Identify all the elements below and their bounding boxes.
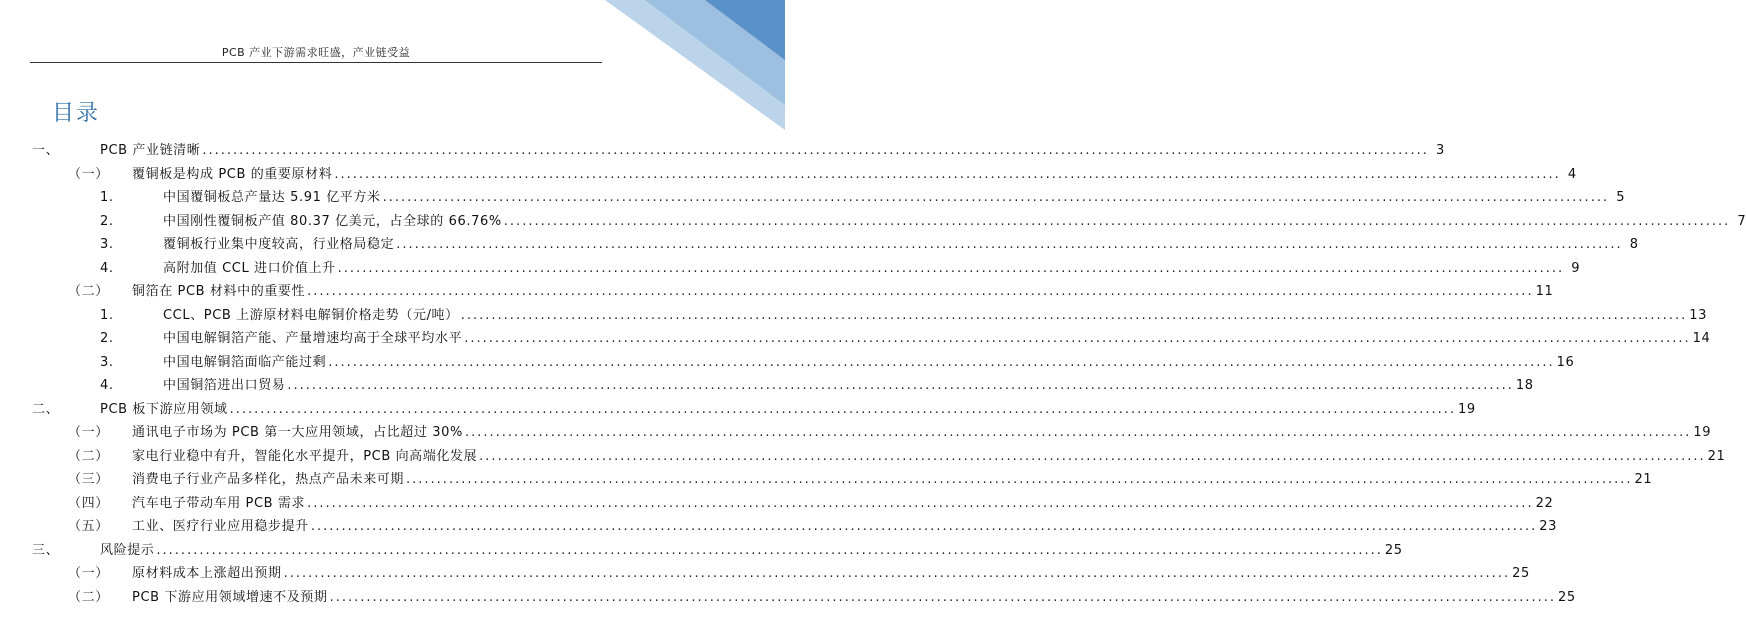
toc-entry-title: 风险提示 — [100, 542, 155, 558]
toc-entry-title: PCB 产业链清晰 — [100, 143, 201, 158]
page-header: PCB 产业下游需求旺盛，产业链受益 — [221, 46, 411, 59]
toc-entry-title: 覆铜板行业集中度较高，行业格局稳定 — [163, 237, 395, 252]
toc-entry-number: 2. — [100, 331, 114, 346]
toc-entry-title: 高附加值 CCL 进口价值上升 — [163, 260, 336, 276]
toc-entry[interactable] — [100, 374, 1534, 397]
toc-entry[interactable] — [68, 586, 1576, 609]
toc-entry-number: （一） — [68, 566, 109, 581]
toc-entry-title: CCL、PCB 上游原材料电解铜价格走势（元/吨） — [163, 307, 459, 323]
toc-entry-number: （二） — [68, 284, 109, 299]
toc-entry-title: 消费电子行业产品多样化，热点产品未来可期 — [132, 472, 405, 487]
toc-entry-title: 中国刚性覆铜板产值 80.37 亿美元，占全球的 66.76% — [163, 213, 502, 229]
toc-entry-page: 5 — [1616, 190, 1626, 205]
toc-entry-page: 13 — [1689, 307, 1707, 323]
toc-entry-page: 25 — [1384, 542, 1403, 558]
toc-entry-number: （一） — [68, 425, 109, 440]
toc-dot-leader: ........................................................................................................................................................................................................ — [307, 284, 1534, 299]
toc-entry[interactable] — [68, 562, 1530, 585]
toc-entry[interactable] — [100, 233, 1639, 256]
toc-entry-page: 19 — [1693, 425, 1712, 440]
toc-entry[interactable] — [68, 280, 1554, 303]
toc-entry-number: （二） — [68, 589, 109, 605]
toc-entry-page: 25 — [1558, 589, 1576, 605]
toc-entry-page: 7 — [1737, 213, 1746, 229]
toc-dot-leader: ........................................................................................................................................................................................................ — [307, 495, 1534, 511]
toc-entry-page: 8 — [1629, 237, 1639, 252]
toc-entry-number: （一） — [68, 166, 109, 182]
toc-dot-leader: ........................................................................................................................................................................................................ — [283, 566, 1511, 581]
toc-dot-leader: ........................................................................................................................................................................................................ — [382, 190, 1610, 205]
toc-entry-number: 4. — [100, 378, 114, 393]
toc-entry[interactable] — [68, 468, 1653, 491]
toc-entry-title: 中国覆铜板总产量达 5.91 亿平方米 — [163, 190, 381, 205]
toc-entry[interactable] — [100, 257, 1581, 280]
toc-dot-leader: ........................................................................................................................................................................................................ — [334, 166, 1561, 182]
toc-entry[interactable] — [68, 492, 1554, 515]
toc-entry-number: （二） — [68, 448, 109, 464]
toc-entry[interactable] — [68, 515, 1558, 538]
toc-entry-number: （四） — [68, 495, 109, 511]
toc-dot-leader: ........................................................................................................................................................................................................ — [479, 448, 1706, 464]
toc-entry-page: 21 — [1634, 472, 1653, 487]
toc-entry-number: 3. — [100, 354, 114, 370]
toc-entry[interactable] — [32, 539, 1403, 562]
toc-dot-leader: ........................................................................................................................................................................................................ — [329, 589, 1557, 605]
toc-entry-number: （三） — [68, 472, 109, 487]
toc-entry-number: 2. — [100, 213, 114, 229]
toc-dot-leader: ........................................................................................................................................................................................................ — [229, 401, 1457, 417]
toc-entry-page: 14 — [1692, 331, 1711, 346]
toc-entry-title: PCB 板下游应用领域 — [100, 401, 228, 417]
toc-dot-leader: ........................................................................................................................................................................................................ — [202, 143, 1429, 158]
toc-entry-page: 22 — [1535, 495, 1554, 511]
toc-entry-title: 覆铜板是构成 PCB 的重要原材料 — [132, 166, 333, 182]
toc-entry-title: 家电行业稳中有升，智能化水平提升，PCB 向高端化发展 — [132, 448, 478, 464]
toc-dot-leader: ........................................................................................................................................................................................................ — [287, 378, 1514, 393]
toc-dot-leader: ........................................................................................................................................................................................................ — [406, 472, 1633, 487]
toc-entry-page: 9 — [1571, 260, 1581, 276]
toc-entry[interactable] — [100, 351, 1575, 374]
toc-dot-leader: ........................................................................................................................................................................................................ — [310, 519, 1538, 534]
toc-entry-page: 21 — [1707, 448, 1726, 464]
toc-entry-number: 二、 — [32, 401, 60, 417]
toc-entry-page: 16 — [1556, 354, 1575, 370]
toc-entry-page: 3 — [1435, 143, 1445, 158]
toc-entry-number: 三、 — [32, 542, 60, 558]
toc-entry-title: 中国铜箔进出口贸易 — [163, 378, 286, 393]
corner-decoration — [605, 0, 785, 130]
toc-entry[interactable] — [100, 327, 1711, 350]
toc-entry-title: PCB 下游应用领域增速不及预期 — [132, 589, 328, 605]
toc-title: 目录 — [52, 101, 101, 126]
toc-entry[interactable] — [68, 421, 1712, 444]
toc-dot-leader: ........................................................................................................................................................................................................ — [460, 307, 1688, 323]
toc-entry-number: 1. — [100, 190, 114, 205]
header-divider — [30, 62, 602, 63]
toc-entry-title: 原材料成本上涨超出预期 — [132, 566, 282, 581]
toc-entry-page: 18 — [1515, 378, 1534, 393]
toc-dot-leader: ........................................................................................................................................................................................................ — [337, 260, 1565, 276]
toc-dot-leader: ........................................................................................................................................................................................................ — [328, 354, 1555, 370]
toc-entry-title: 汽车电子带动车用 PCB 需求 — [132, 495, 306, 511]
toc-entry-number: 一、 — [32, 143, 60, 158]
toc-entry-number: 3. — [100, 237, 114, 252]
toc-entry-page: 11 — [1535, 284, 1554, 299]
toc-dot-leader: ........................................................................................................................................................................................................ — [503, 213, 1731, 229]
toc-entry-page: 19 — [1458, 401, 1476, 417]
toc-entry[interactable] — [100, 210, 1746, 233]
toc-entry-number: 1. — [100, 307, 114, 323]
toc-entry-page: 25 — [1512, 566, 1530, 581]
toc-entry-number: （五） — [68, 519, 109, 534]
toc-entry-page: 4 — [1567, 166, 1577, 182]
toc-entry[interactable] — [32, 139, 1445, 162]
toc-entry[interactable] — [100, 186, 1626, 209]
toc-entry-title: 中国电解铜箔产能、产量增速均高于全球平均水平 — [163, 331, 463, 346]
toc-entry-title: 铜箔在 PCB 材料中的重要性 — [132, 284, 306, 299]
toc-entry[interactable] — [32, 398, 1476, 421]
toc-entry-title: 工业、医疗行业应用稳步提升 — [132, 519, 309, 534]
toc-dot-leader: ........................................................................................................................................................................................................ — [156, 542, 1383, 558]
toc-entry-title: 中国电解铜箔面临产能过剩 — [163, 354, 327, 370]
toc-dot-leader: ........................................................................................................................................................................................................ — [464, 331, 1691, 346]
toc-entry-title: 通讯电子市场为 PCB 第一大应用领域，占比超过 30% — [132, 425, 463, 440]
toc-entry[interactable] — [68, 163, 1577, 186]
toc-entry[interactable] — [100, 304, 1707, 327]
toc-entry[interactable] — [68, 445, 1726, 468]
toc-entry-number: 4. — [100, 260, 114, 276]
toc-dot-leader: ........................................................................................................................................................................................................ — [464, 425, 1692, 440]
toc-dot-leader: ........................................................................................................................................................................................................ — [396, 237, 1623, 252]
toc-entry-page: 23 — [1539, 519, 1558, 534]
